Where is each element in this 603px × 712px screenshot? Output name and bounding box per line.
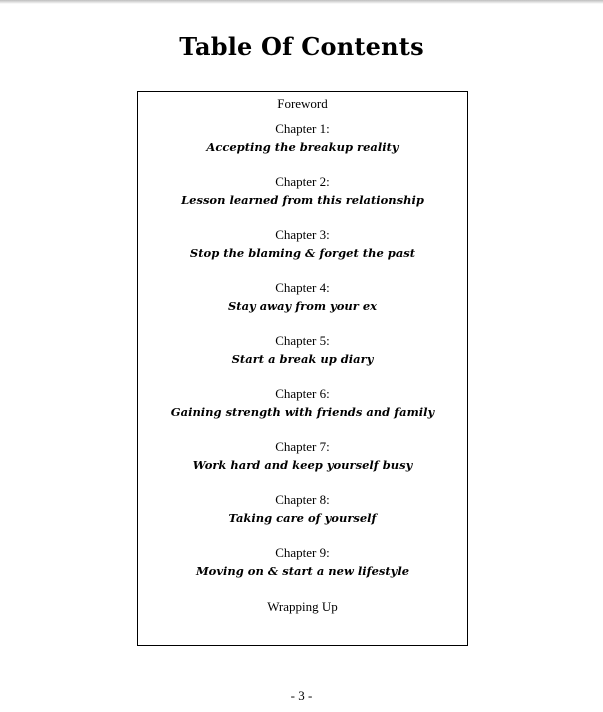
chapter-title: Stay away from your ex (227, 299, 378, 313)
page-number: - 3 - (290, 688, 313, 703)
chapter-label: Chapter 6: (275, 386, 330, 401)
toc-wrapping-up-label: Wrapping Up (267, 599, 338, 614)
chapter-title: Work hard and keep yourself busy (192, 458, 413, 472)
toc-item-chapter-4[interactable] (138, 279, 467, 315)
chapter-title: Lesson learned from this relationship (181, 193, 424, 207)
toc-item-chapter-9[interactable] (138, 544, 467, 580)
chapter-title: Moving on & start a new lifestyle (195, 564, 410, 578)
chapter-label: Chapter 2: (275, 174, 330, 189)
chapter-label: Chapter 8: (275, 492, 330, 507)
chapter-title: Taking care of yourself (228, 511, 377, 525)
chapter-title: Accepting the breakup reality (206, 140, 399, 154)
toc-item-chapter-7[interactable] (138, 438, 467, 474)
toc-item-chapter-3[interactable] (138, 226, 467, 262)
chapter-label: Chapter 3: (275, 227, 330, 242)
toc-item-chapter-8[interactable] (138, 491, 467, 527)
toc-box (137, 91, 468, 646)
page-title: Table Of Contents (179, 32, 424, 61)
toc-foreword-label: Foreword (277, 96, 328, 111)
chapter-title: Gaining strength with friends and family (170, 405, 435, 419)
chapter-label: Chapter 4: (275, 280, 330, 295)
chapter-label: Chapter 7: (275, 439, 330, 454)
toc-item-chapter-5[interactable] (138, 332, 467, 368)
toc-item-chapter-1[interactable] (138, 120, 467, 156)
toc-item-foreword[interactable] (138, 95, 467, 113)
page-top-edge (0, 0, 603, 4)
toc-item-wrapping-up[interactable] (138, 598, 467, 616)
toc-item-chapter-6[interactable] (138, 385, 467, 421)
chapter-label: Chapter 9: (275, 545, 330, 560)
toc-item-chapter-2[interactable] (138, 173, 467, 209)
chapter-label: Chapter 5: (275, 333, 330, 348)
chapter-title: Start a break up diary (231, 352, 374, 366)
chapter-title: Stop the blaming & forget the past (189, 246, 416, 260)
chapter-label: Chapter 1: (275, 121, 330, 136)
